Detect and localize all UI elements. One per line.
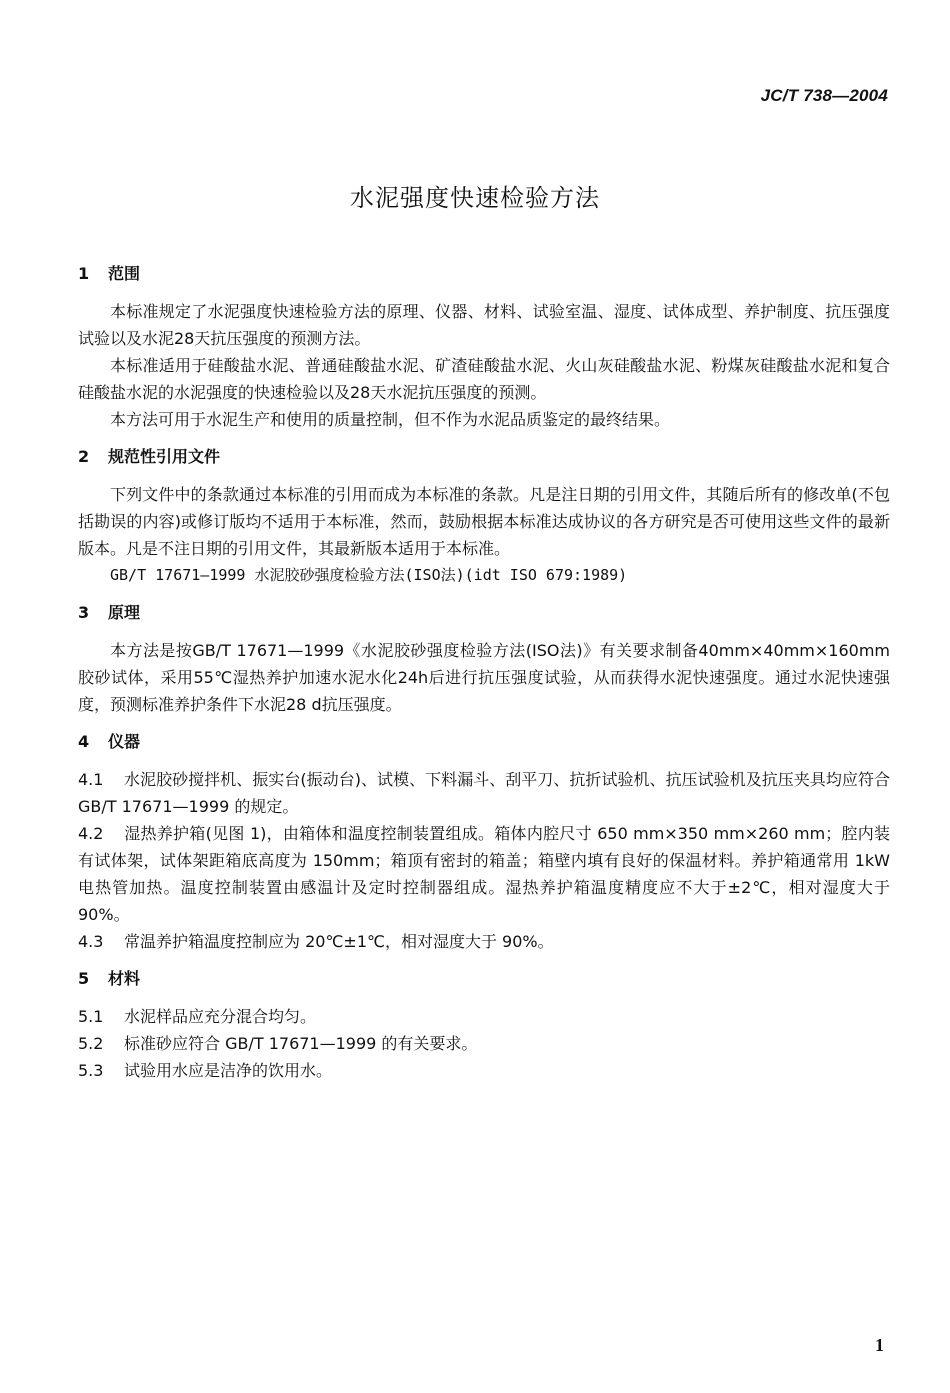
paragraph: 本方法是按GB/T 17671—1999《水泥胶砂强度检验方法(ISO法)》有关要求制备40mm×40mm×160mm胶砂试体，采用55℃湿热养护加速水泥水化24h后进行抗压强度试验，从而获得水泥快速强度。通过水泥快速强度，预测标准养护条件下水泥28 d抗压强度。 bbox=[78, 641, 890, 714]
clause: 5.3 试验用水应是洁净的饮用水。 bbox=[78, 1061, 333, 1080]
paragraph: 本标准适用于硅酸盐水泥、普通硅酸盐水泥、矿渣硅酸盐水泥、火山灰硅酸盐水泥、粉煤灰硅酸盐水泥和复合硅酸盐水泥的水泥强度的快速检验以及28天水泥抗压强度的预测。 bbox=[78, 356, 890, 402]
section-heading: 4 仪器 bbox=[78, 732, 141, 751]
standard-code: JC/T 738—2004 bbox=[760, 86, 888, 105]
paragraph: 下列文件中的条款通过本标准的引用而成为本标准的条款。凡是注日期的引用文件，其随后所有的修改单(不包括勘误的内容)或修订版均不适用于本标准，然而，鼓励根据本标准达成协议的各方研究是否可使用这些文件的最新版本。凡是不注日期的引用文件，其最新版本适用于本标准。 bbox=[78, 485, 890, 558]
document-title: 水泥强度快速检验方法 bbox=[350, 184, 600, 212]
clause: 4.1 水泥胶砂搅拌机、振实台(振动台)、试模、下料漏斗、刮平刀、抗折试验机、抗压试验机及抗压夹具均应符合 GB/T 17671—1999 的规定。 bbox=[78, 770, 890, 816]
clause: 5.1 水泥样品应充分混合均匀。 bbox=[78, 1007, 317, 1026]
section-heading: 3 原理 bbox=[78, 603, 141, 622]
section-heading: 5 材料 bbox=[78, 969, 141, 988]
section-materials bbox=[78, 967, 890, 1084]
reference-entry: GB/T 17671—1999 水泥胶砂强度检验方法(ISO法)(idt ISO 679:1989) bbox=[110, 566, 628, 584]
section-normative-references bbox=[78, 445, 890, 589]
document-body bbox=[78, 262, 890, 1096]
section-scope bbox=[78, 262, 890, 433]
clause: 5.2 标准砂应符合 GB/T 17671—1999 的有关要求。 bbox=[78, 1034, 478, 1053]
section-principle bbox=[78, 601, 890, 718]
paragraph: 本标准规定了水泥强度快速检验方法的原理、仪器、材料、试验室温、湿度、试体成型、养护制度、抗压强度试验以及水泥28天抗压强度的预测方法。 bbox=[78, 302, 890, 348]
paragraph: 本方法可用于水泥生产和使用的质量控制，但不作为水泥品质鉴定的最终结果。 bbox=[110, 410, 671, 429]
clause: 4.2 湿热养护箱(见图 1)，由箱体和温度控制装置组成。箱体内腔尺寸 650 mm×350 mm×260 mm；腔内装有试体架，试体架距箱底高度为 150mm；箱顶有密封的箱盖；箱壁内填有良好的保温材料。养护箱通常用 1kW 电热管加热。温度控制装置由感温计及定时控制器组成。湿热养护箱温度精度应不大于±2℃，相对湿度大于 90%。 bbox=[78, 824, 890, 924]
page-number: 1 bbox=[875, 1335, 884, 1355]
section-apparatus bbox=[78, 730, 890, 955]
section-heading: 2 规范性引用文件 bbox=[78, 447, 221, 466]
clause: 4.3 常温养护箱温度控制应为 20℃±1℃，相对湿度大于 90%。 bbox=[78, 932, 554, 951]
section-heading: 1 范围 bbox=[78, 264, 141, 283]
